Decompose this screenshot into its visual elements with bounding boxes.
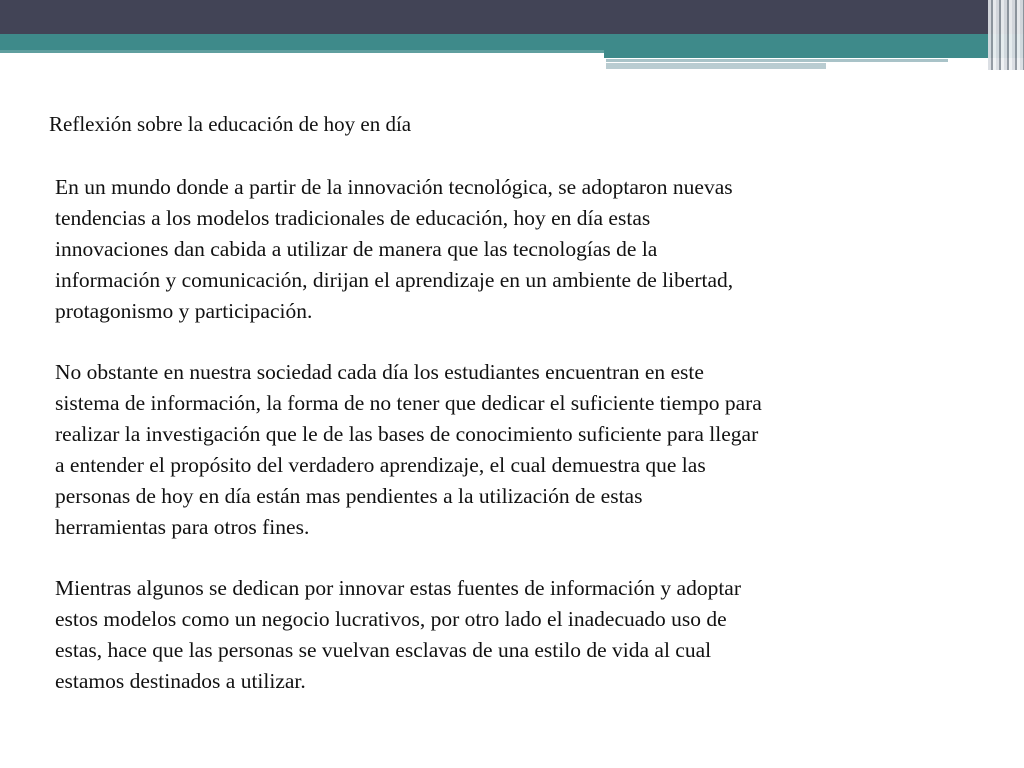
header-teal-accent [0, 50, 604, 53]
header-vertical-stripes [988, 0, 1024, 70]
slide-content [55, 172, 995, 697]
paragraph-1: En un mundo donde a partir de la innovación tecnológica, se adoptaron nuevas tendencias a los modelos tradicionales de educación, hoy en día estas innovaciones dan cabida a utilizar de manera que las tecnologías de la información y comunicación, dirijan el aprendizaje en un ambiente de libertad, protagonismo y participación. [55, 175, 734, 323]
header-teal-step [604, 50, 1024, 58]
header-teal-band [0, 34, 1024, 50]
header-gray-line-secondary [606, 63, 826, 69]
header-gray-line [606, 59, 948, 62]
paragraph-3: Mientras algunos se dedican por innovar estas fuentes de información y adoptar estos modelos como un negocio lucrativos, por otro lado el inadecuado uso de estas, hace que las personas se vuelvan esclavas de una estilo de vida al cual estamos destinados a utilizar. [55, 576, 741, 693]
slide-title: Reflexión sobre la educación de hoy en día [49, 112, 412, 136]
header-dark-bar [0, 0, 1024, 34]
paragraph-2: No obstante en nuestra sociedad cada día los estudiantes encuentran en este sistema de información, la forma de no tener que dedicar el suficiente tiempo para realizar la investigación que le de las bases de conocimiento suficiente para llegar a entender el propósito del verdadero aprendizaje, el cual demuestra que las personas de hoy en día están mas pendientes a la utilización de estas herramientas para otros fines. [55, 360, 762, 539]
